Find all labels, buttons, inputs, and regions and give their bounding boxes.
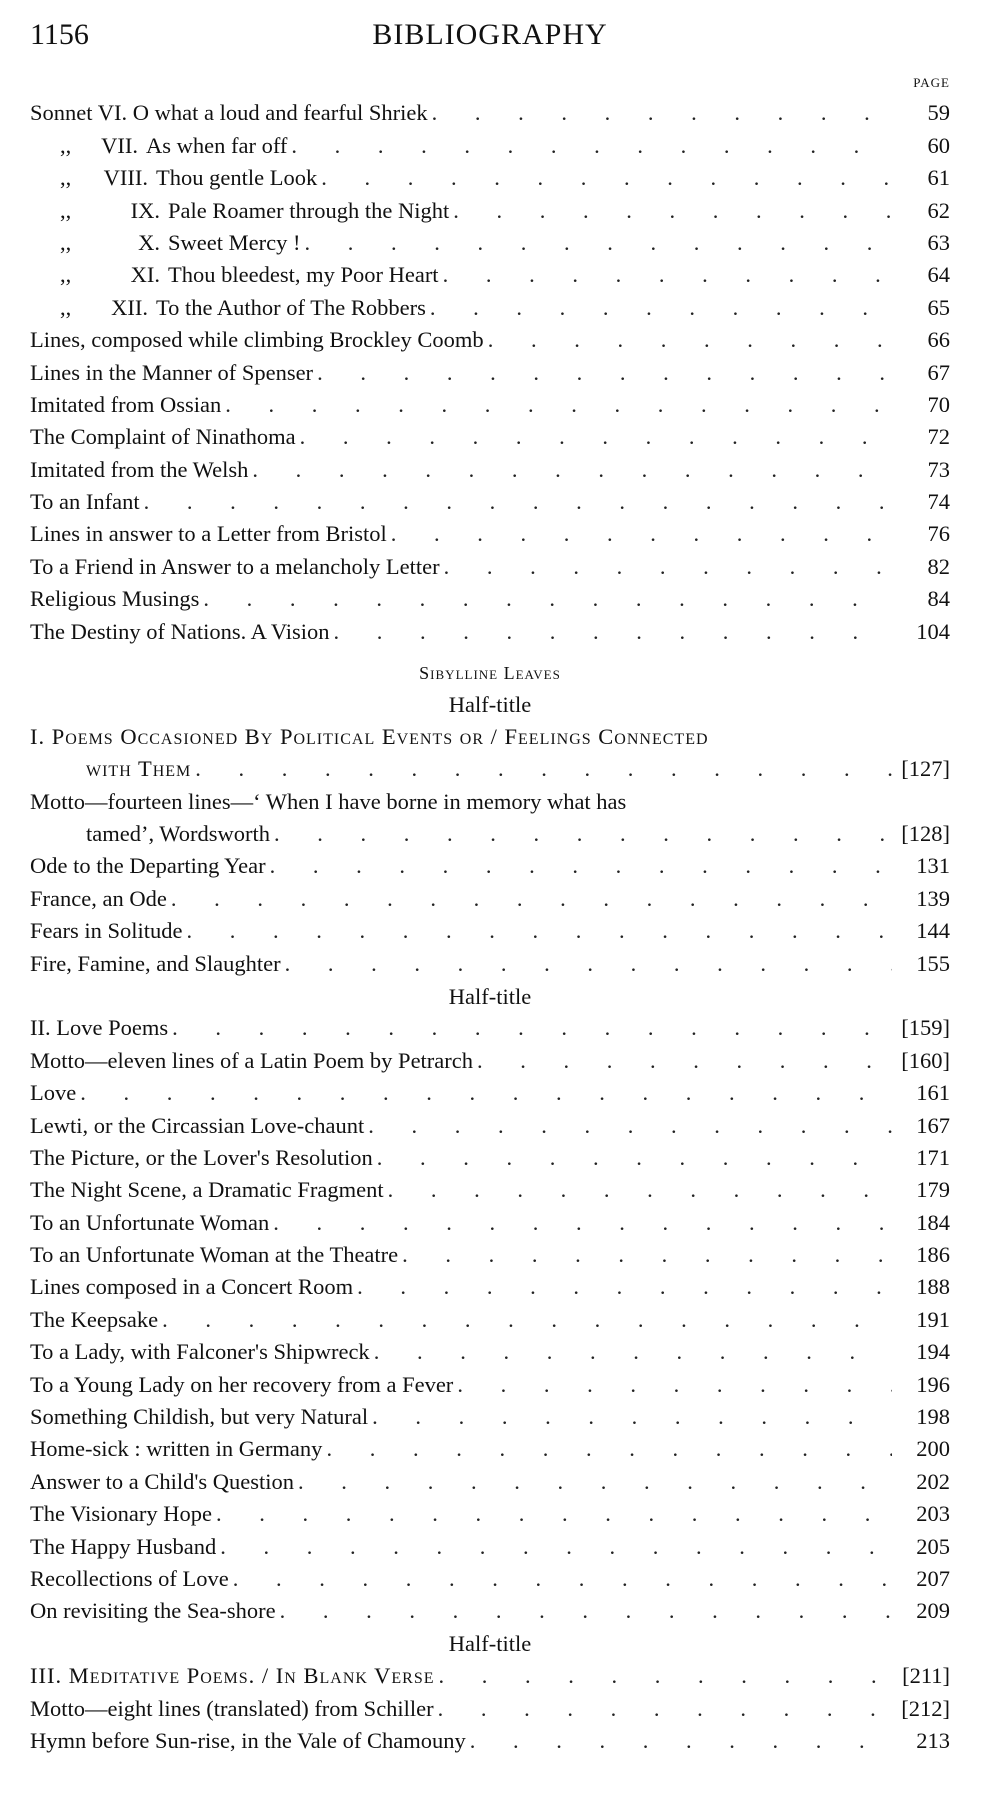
entry-title: Lines, composed while climbing Brockley Coomb bbox=[30, 327, 484, 353]
running-header bbox=[30, 18, 950, 62]
ditto-mark: ,, bbox=[60, 197, 72, 223]
entry-page: 144 bbox=[916, 918, 950, 944]
toc-entry bbox=[30, 944, 950, 976]
page-title: BIBLIOGRAPHY bbox=[372, 18, 608, 51]
sonnet-number: IX. bbox=[130, 197, 160, 223]
entry-page: 61 bbox=[927, 165, 950, 191]
part-title-continued: with Them bbox=[86, 756, 192, 782]
toc-entry bbox=[30, 1106, 950, 1138]
toc-entry bbox=[30, 1333, 950, 1365]
entry-page: 207 bbox=[916, 1565, 950, 1591]
toc-entry bbox=[30, 1041, 950, 1073]
entry-page: [127] bbox=[901, 756, 950, 782]
toc-entry bbox=[30, 1300, 950, 1332]
toc-entry bbox=[30, 912, 950, 944]
entry-title: To a Friend in Answer to a melancholy Letter bbox=[30, 553, 440, 579]
part-title: II. Love Poems bbox=[30, 1015, 169, 1041]
toc-entry bbox=[30, 353, 950, 385]
motto-text: Motto—eleven lines of a Latin Poem by Petrarch bbox=[30, 1047, 474, 1073]
entry-title: To an Unfortunate Woman at the Theatre bbox=[30, 1242, 399, 1268]
toc-entry bbox=[30, 1365, 950, 1397]
entry-page: 186 bbox=[916, 1242, 950, 1268]
entry-title: Thou gentle Look bbox=[156, 165, 318, 191]
part-title: III. Meditative Poems. / In Blank Verse bbox=[30, 1663, 435, 1689]
sonnet-number: VII. bbox=[101, 132, 138, 158]
toc-entry bbox=[30, 450, 950, 482]
entry-title: Imitated from Ossian bbox=[30, 391, 222, 417]
entry-page: 171 bbox=[916, 1144, 950, 1170]
entry-page: 179 bbox=[916, 1177, 950, 1203]
entry-title: Home-sick : written in Germany bbox=[30, 1436, 323, 1462]
entry-title: Love bbox=[30, 1080, 77, 1106]
entry-page: 84 bbox=[927, 586, 950, 612]
sonnet-number: VI. bbox=[97, 100, 128, 126]
entry-page: [211] bbox=[902, 1663, 950, 1689]
toc-entry bbox=[30, 1527, 950, 1559]
toc-entry bbox=[30, 1009, 950, 1041]
toc-entry bbox=[30, 1398, 950, 1430]
sonnet-number: XII. bbox=[111, 294, 148, 320]
entry-page: 62 bbox=[927, 197, 950, 223]
entry-page: 191 bbox=[916, 1306, 950, 1332]
entry-title: Answer to a Child's Question bbox=[30, 1468, 295, 1494]
entry-page: 184 bbox=[916, 1209, 950, 1235]
entry-title: Ode to the Departing Year bbox=[30, 853, 266, 879]
toc-entry bbox=[30, 612, 950, 644]
toc-entry bbox=[30, 815, 950, 847]
entry-title: Fire, Famine, and Slaughter bbox=[30, 950, 281, 976]
entry-title: The Night Scene, a Dramatic Fragment bbox=[30, 1177, 384, 1203]
toc-entry bbox=[30, 1203, 950, 1235]
ditto-mark: ,, bbox=[60, 262, 72, 288]
entry-page: 66 bbox=[927, 327, 950, 353]
toc-entry bbox=[30, 547, 950, 579]
entry-page: 139 bbox=[916, 885, 950, 911]
entry-page: [128] bbox=[901, 820, 950, 846]
entry-title: Lines in the Manner of Spenser bbox=[30, 359, 314, 385]
entry-page: 73 bbox=[927, 456, 950, 482]
entry-title: Imitated from the Welsh bbox=[30, 456, 249, 482]
toc-entry bbox=[30, 94, 950, 126]
entry-page: 188 bbox=[916, 1274, 950, 1300]
ditto-mark: ,, bbox=[60, 294, 72, 320]
toc-entry bbox=[30, 1560, 950, 1592]
entry-title: To a Young Lady on her recovery from a Fever bbox=[30, 1371, 454, 1397]
entry-title: France, an Ode bbox=[30, 885, 167, 911]
page-column-label: PAGE bbox=[913, 75, 950, 90]
toc-entry bbox=[30, 418, 950, 450]
entry-title: To an Infant bbox=[30, 489, 140, 515]
toc-entry bbox=[30, 1689, 950, 1721]
entry-page: 203 bbox=[916, 1501, 950, 1527]
entry-page: 167 bbox=[916, 1112, 950, 1138]
entry-page: 213 bbox=[916, 1727, 950, 1753]
entry-page: 196 bbox=[916, 1371, 950, 1397]
motto-text-continued: tamed’, Wordsworth bbox=[86, 820, 270, 846]
entry-title: Recollections of Love bbox=[30, 1565, 229, 1591]
table-of-contents bbox=[30, 94, 950, 1754]
sonnet-number: VIII. bbox=[103, 165, 148, 191]
entry-title: The Picture, or the Lover's Resolution bbox=[30, 1144, 373, 1170]
toc-entry bbox=[30, 847, 950, 879]
toc-entry bbox=[30, 1592, 950, 1624]
entry-page: 104 bbox=[916, 618, 950, 644]
toc-entry bbox=[30, 191, 950, 223]
entry-page: 70 bbox=[927, 391, 950, 417]
toc-entry bbox=[30, 1074, 950, 1106]
toc-entry bbox=[30, 386, 950, 418]
entry-title: Lines composed in a Concert Room bbox=[30, 1274, 354, 1300]
entry-page: 65 bbox=[927, 294, 950, 320]
entry-title: To an Unfortunate Woman bbox=[30, 1209, 270, 1235]
part-heading bbox=[30, 717, 950, 749]
entry-page: 202 bbox=[916, 1468, 950, 1494]
toc-entry bbox=[30, 1139, 950, 1171]
entry-title: Sweet Mercy ! bbox=[168, 229, 301, 255]
toc-entry bbox=[30, 321, 950, 353]
sonnet-number: XI. bbox=[130, 262, 160, 288]
entry-title: To the Author of The Robbers bbox=[156, 294, 426, 320]
entry-page: [212] bbox=[901, 1695, 950, 1721]
entry-page: 76 bbox=[927, 521, 950, 547]
entry-title: Religious Musings bbox=[30, 586, 200, 612]
ditto-mark: ,, bbox=[60, 229, 72, 255]
toc-entry bbox=[30, 1236, 950, 1268]
entry-page: 64 bbox=[927, 262, 950, 288]
section-heading: Sibylline Leaves bbox=[419, 662, 561, 683]
motto-text: Motto—eight lines (translated) from Schiller bbox=[30, 1695, 434, 1721]
motto-text: Motto—fourteen lines—‘ When I have borne in memory what has bbox=[30, 788, 627, 814]
entry-title: Lines in answer to a Letter from Bristol bbox=[30, 521, 387, 547]
entry-title: Hymn before Sun-rise, in the Vale of Chamouny bbox=[30, 1727, 466, 1753]
entry-title: The Keepsake bbox=[30, 1306, 159, 1332]
entry-title: O what a loud and fearful Shriek bbox=[132, 100, 428, 126]
toc-entry bbox=[30, 1268, 950, 1300]
entry-page: 161 bbox=[916, 1080, 950, 1106]
entry-title: The Happy Husband bbox=[30, 1533, 217, 1559]
entry-page: 82 bbox=[927, 553, 950, 579]
motto-line bbox=[30, 782, 950, 814]
ditto-mark: ,, bbox=[60, 165, 72, 191]
toc-entry bbox=[30, 1462, 950, 1494]
toc-entry bbox=[30, 750, 950, 782]
entry-title: As when far off bbox=[146, 132, 288, 158]
entry-prefix: Sonnet bbox=[30, 100, 93, 126]
entry-page: 63 bbox=[927, 229, 950, 255]
entry-page: 74 bbox=[927, 489, 950, 515]
sonnet-number: X. bbox=[138, 229, 160, 255]
entry-title: Fears in Solitude bbox=[30, 918, 183, 944]
toc-entry bbox=[30, 224, 950, 256]
entry-page: 67 bbox=[927, 359, 950, 385]
entry-page: 131 bbox=[916, 853, 950, 879]
entry-page: 194 bbox=[916, 1339, 950, 1365]
entry-page: 59 bbox=[927, 100, 950, 126]
toc-entry bbox=[30, 126, 950, 158]
toc-entry bbox=[30, 879, 950, 911]
toc-entry bbox=[30, 1722, 950, 1754]
entry-page: 209 bbox=[916, 1598, 950, 1624]
toc-entry bbox=[30, 483, 950, 515]
toc-entry bbox=[30, 1657, 950, 1689]
half-title: Half-title bbox=[448, 692, 532, 718]
entry-page: [159] bbox=[901, 1015, 950, 1041]
entry-title: Lewti, or the Circassian Love-chaunt bbox=[30, 1112, 365, 1138]
entry-title: On revisiting the Sea-shore bbox=[30, 1598, 276, 1624]
page-number: 1156 bbox=[30, 18, 89, 51]
entry-page: 60 bbox=[927, 132, 950, 158]
entry-title: The Destiny of Nations. A Vision bbox=[30, 618, 330, 644]
entry-page: 200 bbox=[916, 1436, 950, 1462]
ditto-mark: ,, bbox=[60, 132, 72, 158]
entry-title: Pale Roamer through the Night bbox=[168, 197, 450, 223]
entry-page: [160] bbox=[901, 1047, 950, 1073]
toc-entry bbox=[30, 256, 950, 288]
half-title: Half-title bbox=[448, 983, 532, 1009]
entry-title: The Visionary Hope bbox=[30, 1501, 212, 1527]
entry-title: Thou bleedest, my Poor Heart bbox=[168, 262, 439, 288]
half-title: Half-title bbox=[448, 1631, 532, 1657]
entry-title: To a Lady, with Falconer's Shipwreck bbox=[30, 1339, 370, 1365]
part-title: I. Poems Occasioned By Political Events or / Feelings Connected bbox=[30, 723, 709, 749]
toc-entry bbox=[30, 580, 950, 612]
toc-entry bbox=[30, 159, 950, 191]
entry-title: The Complaint of Ninathoma bbox=[30, 424, 296, 450]
toc-entry bbox=[30, 515, 950, 547]
entry-title: Something Childish, but very Natural bbox=[30, 1404, 369, 1430]
toc-entry bbox=[30, 1171, 950, 1203]
toc-entry bbox=[30, 1495, 950, 1527]
entry-page: 205 bbox=[916, 1533, 950, 1559]
entry-page: 72 bbox=[927, 424, 950, 450]
toc-entry bbox=[30, 288, 950, 320]
toc-entry bbox=[30, 1430, 950, 1462]
entry-page: 155 bbox=[916, 950, 950, 976]
entry-page: 198 bbox=[916, 1404, 950, 1430]
